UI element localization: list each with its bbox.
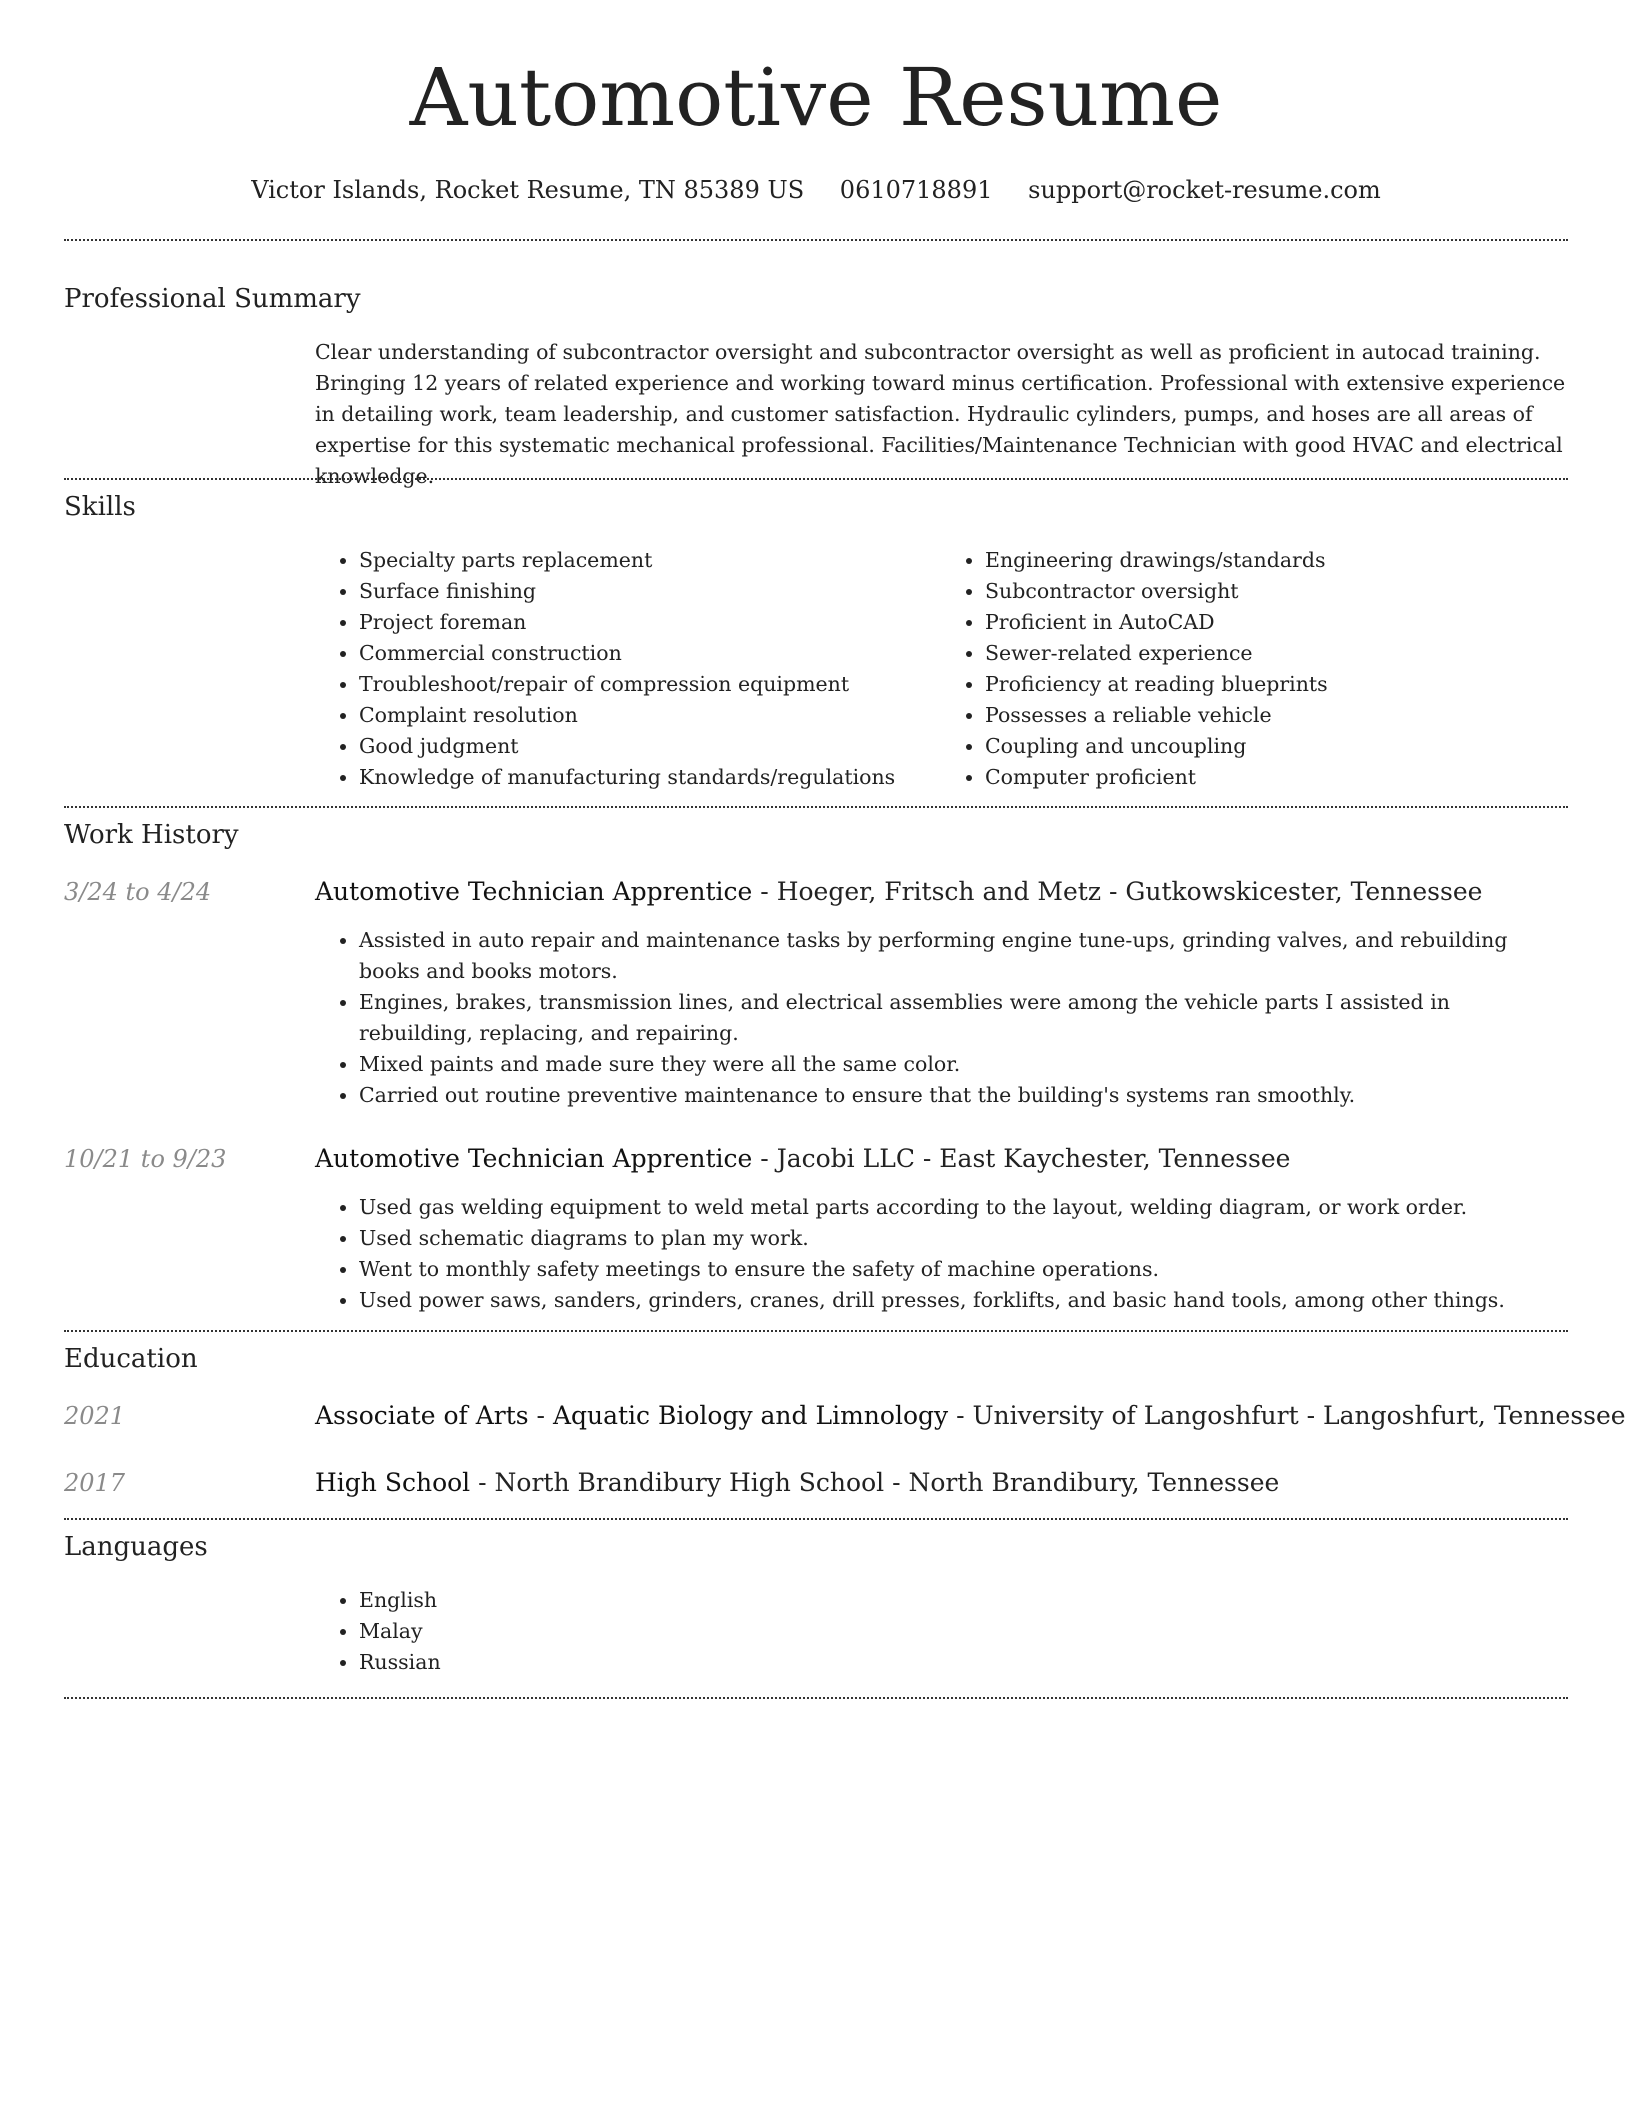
language-item: • Malay [359,1616,1567,1647]
skill-item: • Commercial construction [359,638,941,669]
job-bullets [315,925,1567,1111]
language-bullet-list [315,1585,1567,1678]
skill-item: • Sewer-related experience [985,638,1567,669]
skill-item: • Specialty parts replacement [359,545,941,576]
skill-item: • Proficient in AutoCAD [985,607,1567,638]
job-role: Automotive Technician Apprentice [315,1144,753,1173]
skill-item: • Coupling and uncoupling [985,731,1567,762]
job-bullet: • Engines, brakes, transmission lines, and electrical assemblies were among the vehicle parts I assisted in rebuilding, replacing, and repairing. [359,987,1567,1049]
language-item: • Russian [359,1647,1567,1678]
phone: 0610718891 [839,176,993,204]
job-company: Hoeger, Fritsch and Metz [776,877,1102,906]
education-year: 2017 [64,1469,126,1497]
skill-item: • Troubleshoot/repair of compression equipment [359,669,941,700]
job-bullet: • Used schematic diagrams to plan my work. [359,1223,1567,1254]
skill-item: • Knowledge of manufacturing standards/regulations [359,762,941,793]
job-heading: Automotive Technician Apprentice - Hoeger, Fritsch and Metz - Gutkowskicester, Tennessee [315,877,1483,906]
email: support@rocket-resume.com [1028,176,1381,204]
skill-item: • Computer proficient [985,762,1567,793]
skills-title: Skills [64,492,136,522]
education-year: 2021 [64,1402,126,1430]
job-company: Jacobi LLC [776,1144,915,1173]
education-location: Langoshfurt, Tennessee [1322,1401,1626,1430]
skills-left-column [315,545,941,793]
skill-item: • Project foreman [359,607,941,638]
job-bullet: • Assisted in auto repair and maintenance tasks by performing engine tune-ups, grinding valves, and rebuilding books and books motors. [359,925,1567,987]
skill-item: • Subcontractor oversight [985,576,1567,607]
job-heading: Automotive Technician Apprentice - Jacobi LLC - East Kaychester, Tennessee [315,1144,1291,1173]
education-degree: Associate of Arts [315,1401,529,1430]
divider [64,806,1568,808]
job-role: Automotive Technician Apprentice [315,877,753,906]
education-degree: High School [315,1468,471,1497]
education-school: University of Langoshfurt [972,1401,1299,1430]
skill-item: • Proficiency at reading blueprints [985,669,1567,700]
divider [64,478,1568,480]
job-bullet: • Carried out routine preventive maintenance to ensure that the building's systems ran smoothly. [359,1080,1567,1111]
education-title: Education [64,1344,198,1374]
languages-list [315,1585,1567,1678]
job-dates: 10/21 to 9/23 [64,1145,227,1173]
job-location: Gutkowskicester, Tennessee [1125,877,1483,906]
divider [64,1697,1568,1699]
divider [64,1518,1568,1520]
job-location: East Kaychester, Tennessee [939,1144,1291,1173]
skill-item: • Complaint resolution [359,700,941,731]
divider [64,1330,1568,1332]
address: Victor Islands, Rocket Resume, TN 85389 US [251,176,805,204]
education-field: Aquatic Biology and Limnology [552,1401,949,1430]
summary-title: Professional Summary [64,284,361,314]
divider [64,239,1568,241]
job-bullet-list [315,1192,1567,1316]
skill-item: • Engineering drawings/standards [985,545,1567,576]
job-bullet-list [315,925,1567,1111]
skills-list [315,545,1567,793]
summary-text: Clear understanding of subcontractor oversight and subcontractor oversight as well as proficient in autocad training. Bringing 12 years of related experience and working toward minus certification. Professional with extensive experience in detailing work, team leadership, and customer satisfaction. Hydraulic cylinders, pumps, and hoses are all areas of expertise for this systematic mechanical professional. Facilities/Maintenance Technician with good HVAC and electrical knowledge. [315,340,1566,488]
job-bullet: • Used power saws, sanders, grinders, cranes, drill presses, forklifts, and basic hand tools, among other things. [359,1285,1567,1316]
languages-title: Languages [64,1532,208,1562]
work-title: Work History [64,820,239,850]
skill-item: • Good judgment [359,731,941,762]
education-heading: High School - North Brandibury High School - North Brandibury, Tennessee [315,1468,1280,1497]
contact-line [0,172,1632,208]
education-heading: Associate of Arts - Aquatic Biology and Limnology - University of Langoshfurt - Langoshfurt, Tennessee [315,1401,1626,1430]
skill-item: • Possesses a reliable vehicle [985,700,1567,731]
education-location: North Brandibury, Tennessee [908,1468,1280,1497]
skills-right-column [941,545,1567,793]
education-school: North Brandibury High School [494,1468,885,1497]
job-dates: 3/24 to 4/24 [64,878,212,906]
job-bullet: • Used gas welding equipment to weld metal parts according to the layout, welding diagram, or work order. [359,1192,1567,1223]
language-item: • English [359,1585,1567,1616]
skill-item: • Surface finishing [359,576,941,607]
job-bullet: • Mixed paints and made sure they were all the same color. [359,1049,1567,1080]
resume-name: Automotive Resume [409,51,1223,144]
job-bullets [315,1192,1567,1316]
job-bullet: • Went to monthly safety meetings to ensure the safety of machine operations. [359,1254,1567,1285]
